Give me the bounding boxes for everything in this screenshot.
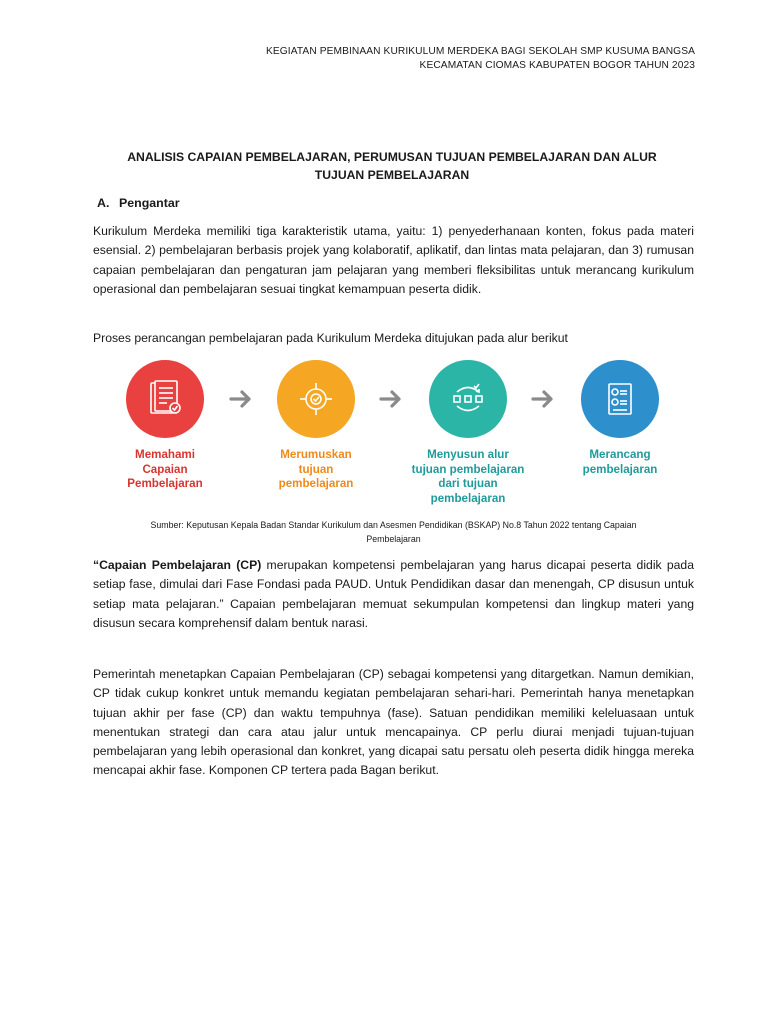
paragraph-intro: Kurikulum Merdeka memiliki tiga karakteristik utama, yaitu: 1) penyederhanaan konten, fokus pada materi esensial. 2) pembelajaran berbasis projek yang kolaboratif, aplikatif, dan lintas mata pelajaran, dan 3) rumusan capaian pembelajaran dan pengaturan jam pelajaran yang memberi fleksibilitas untuk merancang kurikulum operasional dan pembelajaran sesuai tingkat kemampuan peserta didik.: [93, 224, 694, 296]
section-a-heading: [97, 196, 180, 210]
flow-step-2: [246, 360, 386, 492]
flow-step-4: [550, 360, 690, 477]
flow-step-3: [398, 360, 538, 506]
flow-sequence-icon: [429, 360, 507, 438]
target-icon: [277, 360, 355, 438]
document-checklist-icon: [126, 360, 204, 438]
section-heading-text: Pengantar: [119, 196, 180, 210]
label-line: Menyusun alur: [427, 448, 509, 461]
source-line-1: Sumber: Keputusan Kepala Badan Standar Kurikulum dan Asesmen Pendidikan (BSKAP) No.8 Tahun 2022 tentang Capaian: [150, 520, 637, 530]
title-line-1: ANALISIS CAPAIAN PEMBELAJARAN, PERUMUSAN TUJUAN PEMBELAJARAN DAN ALUR: [127, 150, 657, 164]
label-line: pembelajaran: [582, 462, 658, 476]
label-line: Capaian: [142, 462, 188, 476]
learning-design-flow: [110, 360, 670, 510]
label-line: tujuan pembelajaran: [411, 462, 525, 476]
title-line-2: TUJUAN PEMBELAJARAN: [314, 168, 470, 182]
lesson-plan-icon: [581, 360, 659, 438]
flow-step-1-label: [95, 448, 235, 492]
label-line: Merancang: [589, 448, 651, 461]
flow-step-3-label: [398, 448, 538, 506]
document-header: [266, 45, 695, 73]
flow-step-2-label: [246, 448, 386, 492]
paragraph-process: Proses perancangan pembelajaran pada Kurikulum Merdeka ditujukan pada alur berikut: [93, 331, 568, 345]
paragraph-cp-government: Pemerintah menetapkan Capaian Pembelajaran (CP) sebagai kompetensi yang ditargetkan. Namun demikian, CP tidak cukup konkret untuk memandu kegiatan pembelajaran sehari-hari. Pemerintah hanya menetapkan tujuan akhir per fase (CP) dan waktu tempuhnya (fase). Satuan pendidikan memiliki keleluasaan untuk menentukan strategi dan cara atau jalur untuk mencapainya. CP perlu diurai menjadi tujuan-tujuan pembelajaran yang lebih operasional dan konkret, yang dicapai satu persatu oleh peserta didik hingga mereka mencapai akhir fase. Komponen CP tertera pada Bagan berikut.: [93, 667, 694, 778]
header-line-1: KEGIATAN PEMBINAAN KURIKULUM MERDEKA BAGI SEKOLAH SMP KUSUMA BANGSA: [265, 46, 695, 57]
label-line: tujuan: [298, 462, 334, 476]
header-line-2: KECAMATAN CIOMAS KABUPATEN BOGOR TAHUN 2023: [419, 60, 695, 71]
label-line: pembelajaran: [430, 491, 506, 505]
label-line: pembelajaran: [278, 477, 354, 491]
source-line-2: Pembelajaran: [366, 534, 421, 544]
flow-step-4-label: [550, 448, 690, 477]
paragraph-cp-definition: [93, 556, 694, 633]
label-line: Memahami: [135, 448, 195, 461]
label-line: dari tujuan: [438, 477, 498, 491]
label-line: Pembelajaran: [127, 477, 203, 491]
figure-source: [93, 518, 694, 546]
document-title: [92, 148, 692, 184]
section-number: A.: [97, 196, 110, 210]
cp-definition-text: merupakan kompetensi pembelajaran yang harus dicapai peserta didik pada setiap fase, dimulai dari Fase Fondasi pada PAUD. Untuk Pendidikan dasar dan menengah, CP disusun untuk setiap mata pelajaran.” Capaian pembelajaran memuat sekumpulan kompetensi dan lingkup materi yang disusun secara komprehensif dalam bentuk narasi.: [93, 558, 694, 630]
flow-step-1: [95, 360, 235, 492]
cp-term: “Capaian Pembelajaran (CP): [93, 558, 262, 572]
label-line: Merumuskan: [280, 448, 352, 461]
